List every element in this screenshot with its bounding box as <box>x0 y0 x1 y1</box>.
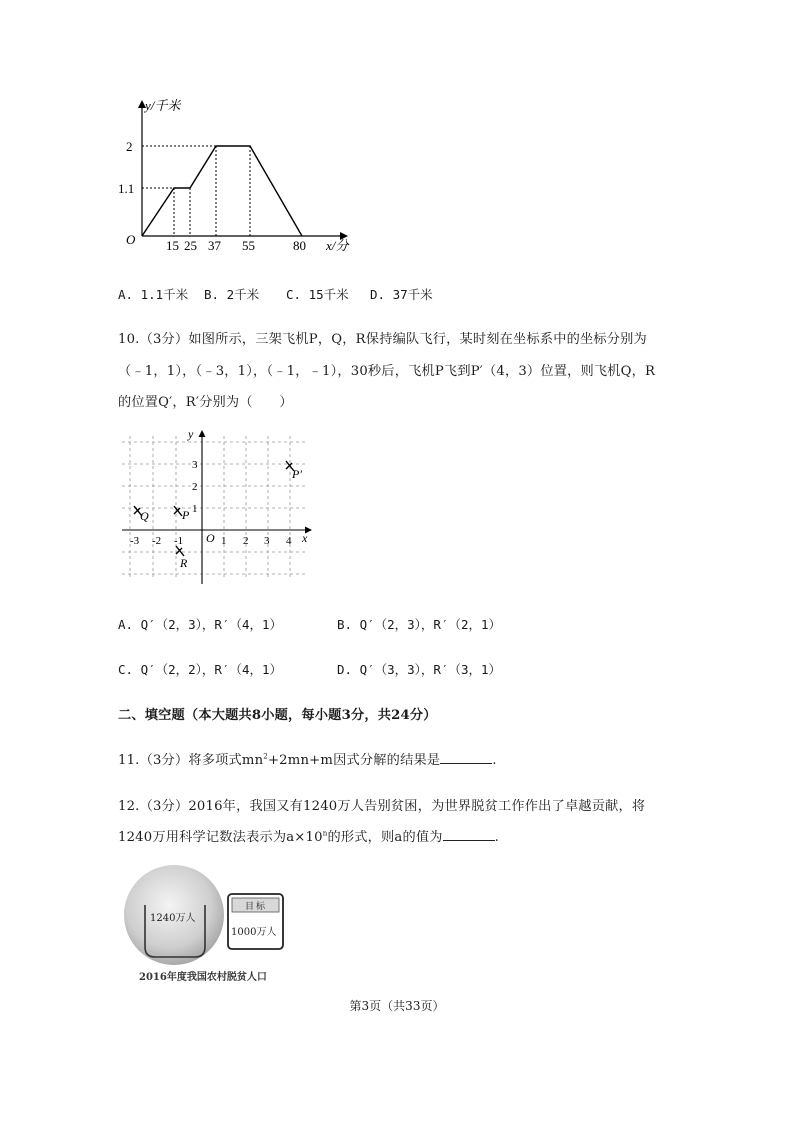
q12-exponent: n <box>322 829 328 838</box>
poverty-illustration <box>117 865 287 983</box>
q9-option-a: A. 1.1千米 <box>118 287 189 302</box>
q10-line-2: （﹣1，1），（﹣3，1），（﹣1，﹣1），30秒后，飞机P飞到P′（4，3）位置，则飞机Q，R <box>118 364 656 379</box>
q11-answer-blank[interactable] <box>440 751 492 764</box>
q10-option-d: D. Q′（3，3），R′（3，1） <box>337 662 502 677</box>
q10-line-3: 的位置Q′，R′分别为（ ） <box>118 395 293 410</box>
q11-question <box>118 749 497 768</box>
q12-line2-suffix: . <box>494 830 500 845</box>
y-tick-2: 2 <box>126 139 133 154</box>
target-box-value: 1000万人 <box>231 927 277 938</box>
plane-r-icon <box>176 546 184 556</box>
grid-x-label: x <box>302 531 308 545</box>
origin-label: O <box>126 232 136 247</box>
x-tick-25: 25 <box>184 238 197 253</box>
q11-exponent: 2 <box>263 752 268 761</box>
q9-option-b: B. 2千米 <box>204 287 260 302</box>
q9-option-d: D. 37千米 <box>370 287 433 302</box>
q10-option-c: C. Q′（2，2），R′（4，1） <box>118 662 283 677</box>
q11-suffix: . <box>492 753 497 768</box>
q10-option-b: B. Q′（2，3），R′（2，1） <box>337 617 502 632</box>
q12-line-2 <box>118 826 499 845</box>
grid-y-label: y <box>188 427 194 441</box>
grid-origin: O <box>206 531 215 545</box>
grid-x-tick-2: 2 <box>243 535 249 547</box>
grid-x-tick-neg3: -3 <box>130 535 140 547</box>
plane-p-prime-label: P′ <box>292 467 302 481</box>
coordinate-grid-figure <box>118 426 318 586</box>
grid-y-tick-1: 1 <box>192 503 198 515</box>
q10-option-a: A. Q′（2，3），R′（4，1） <box>118 617 283 632</box>
y-tick-1-1: 1.1 <box>118 181 135 196</box>
grid-x-tick-1: 1 <box>221 535 227 547</box>
x-tick-80: 80 <box>293 238 306 253</box>
plane-r-label: R <box>180 556 188 570</box>
illustration-caption: 2016年度我国农村脱贫人口 <box>139 972 267 983</box>
x-tick-15: 15 <box>166 238 179 253</box>
q12-line-1: 12.（3分）2016年，我国又有1240万人告别贫困，为世界脱贫工作作出了卓越贡献，将 <box>118 799 646 814</box>
target-box-title: 目标 <box>245 902 268 912</box>
grid-y-tick-2: 2 <box>192 481 198 493</box>
q12-line2-middle: 的形式，则a的值为 <box>327 830 443 845</box>
distance-time-graph <box>112 96 362 256</box>
y-axis-label: y/千米 <box>145 98 181 113</box>
section-2-title: 二、填空题（本大题共8小题，每小题3分，共24分） <box>118 708 437 723</box>
plane-p-label: P <box>182 508 190 522</box>
q12-line2-prefix: 1240万用科学记数法表示为a×10 <box>118 830 323 845</box>
x-axis-label: x/分 <box>326 238 349 253</box>
grid-x-tick-neg1: -1 <box>174 535 184 547</box>
grid-y-tick-3: 3 <box>192 459 198 471</box>
x-tick-37: 37 <box>208 238 221 253</box>
q9-option-c: C. 15千米 <box>286 287 349 302</box>
page-footer: 第3页（共33页） <box>349 999 445 1013</box>
grid-x-tick-4: 4 <box>286 535 292 547</box>
q11-prefix: 11.（3分）将多项式mn <box>118 753 264 768</box>
plane-q-label: Q <box>140 509 149 523</box>
plane-p-icon <box>174 506 182 516</box>
circle-label: 1240万人 <box>150 913 196 924</box>
q11-middle: +2mn+m因式分解的结果是 <box>267 753 441 768</box>
q12-answer-blank[interactable] <box>443 828 495 841</box>
x-tick-55: 55 <box>242 238 255 253</box>
q10-line-1: 10.（3分）如图所示，三架飞机P，Q，R保持编队飞行，某时刻在坐标系中的坐标分别为 <box>118 332 647 347</box>
grid-x-tick-3: 3 <box>264 535 270 547</box>
grid-x-tick-neg2: -2 <box>152 535 162 547</box>
